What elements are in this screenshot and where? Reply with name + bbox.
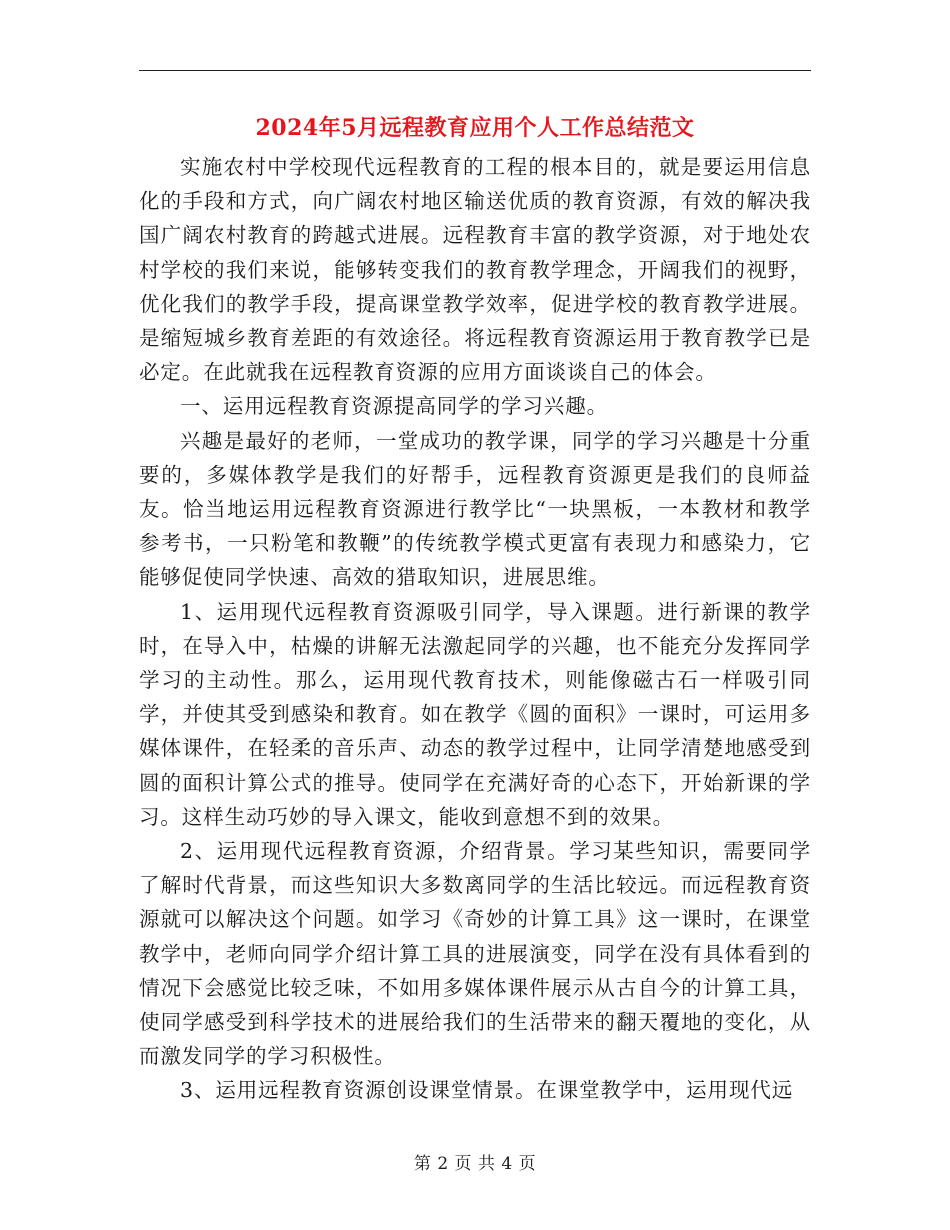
section-heading-1: 一、运用远程教育资源提高同学的学习兴趣。 [180,394,608,419]
paragraph-interest: 兴趣是最好的老师，一堂成功的教学课，同学的学习兴趣是十分重要的，多媒体教学是我们的好帮手，远程教育资源更是我们的良师益友。恰当地运用远程教育资源进行教学比“一块黑板，一本教材和教学参考书，一只粉笔和教鞭”的传统教学模式更富有表现力和感染力，它能够促使同学快速、高效的猎取知识，进展思维。 [139,428,811,590]
document-title: 2024年5月远程教育应用个人工作总结范文 [255,115,695,141]
paragraph-point-2: 2、运用现代远程教育资源，介绍背景。学习某些知识，需要同学了解时代背景，而这些知识大多数离同学的生活比较远。而远程教育资源就可以解决这个问题。如学习《奇妙的计算工具》这一课时，在课堂教学中，老师向同学介绍计算工具的进展演变，同学在没有具体看到的情况下会感觉比较乏味，不如用多媒体课件展示从古自今的计算工具，使同学感受到科学技术的进展给我们的生活带来的翻天覆地的变化，从而激发同学的学习积极性。 [139,839,811,1069]
document-body [139,150,811,1108]
header-rule [139,70,811,71]
paragraph-intro: 实施农村中学校现代远程教育的工程的根本目的，就是要运用信息化的手段和方式，向广阔农村地区输送优质的教育资源，有效的解决我国广阔农村教育的跨越式进展。远程教育丰富的教学资源，对于地处农村学校的我们来说，能够转变我们的教育教学理念，开阔我们的视野，优化我们的教学手段，提高课堂教学效率，促进学校的教育教学进展。是缩短城乡教育差距的有效途径。将远程教育资源运用于教育教学已是必定。在此就我在远程教育资源的应用方面谈谈自己的体会。 [139,155,811,385]
paragraph-point-1: 1、运用现代远程教育资源吸引同学，导入课题。进行新课的教学时，在导入中，枯燥的讲解无法激起同学的兴趣，也不能充分发挥同学学习的主动性。那么，运用现代教育技术，则能像磁古石一样吸引同学，并使其受到感染和教育。如在教学《圆的面积》一课时，可运用多媒体课件，在轻柔的音乐声、动态的教学过程中，让同学清楚地感受到圆的面积计算公式的推导。使同学在充满好奇的心态下，开始新课的学习。这样生动巧妙的导入课文，能收到意想不到的效果。 [139,599,811,829]
paragraph-point-3: 3、运用远程教育资源创设课堂情景。在课堂教学中，运用现代远 [180,1078,794,1103]
page-number-footer: 第 2 页 共 4 页 [413,1154,537,1174]
